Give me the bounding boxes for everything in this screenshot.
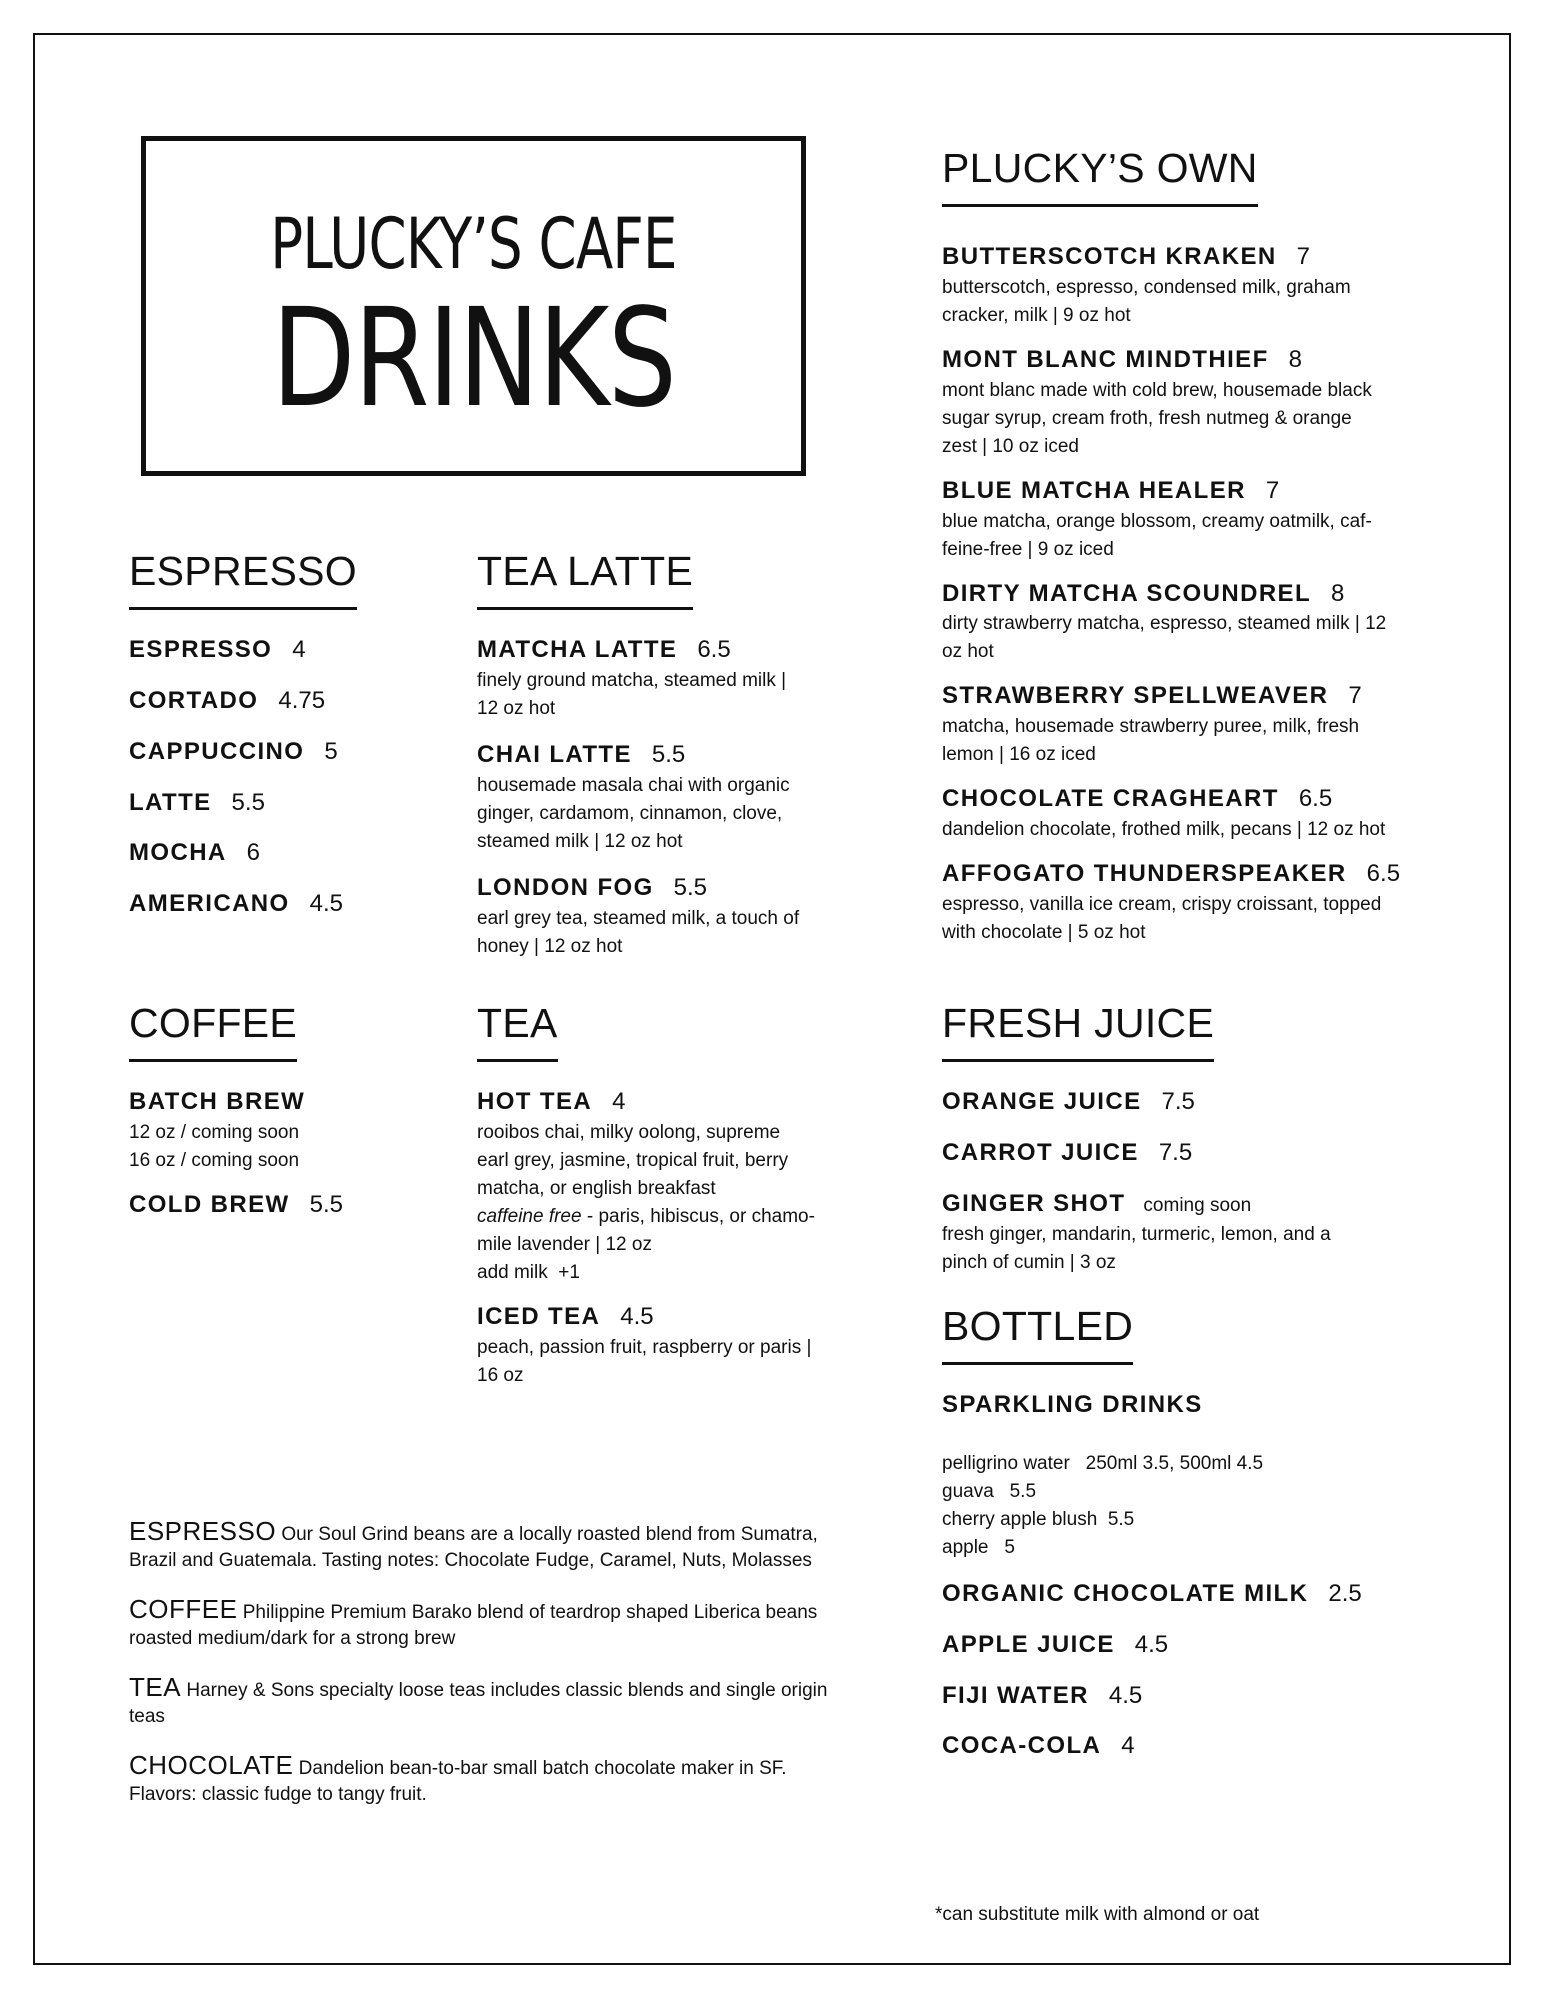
menu-item: MOCHA 6 xyxy=(129,839,261,867)
fresh-juice-section xyxy=(942,1000,1462,1277)
menu-title: DRINKS xyxy=(271,280,676,438)
menu-item: ORANGE JUICE 7.5 xyxy=(942,1088,1195,1116)
menu-item: AFFOGATO THUNDERSPEAKER 6.5 espresso, vanilla ice cream, crispy croissant, topped with chocolate | 5 oz hot xyxy=(942,859,1401,943)
caffeine-free-label: caffeine free xyxy=(477,1205,582,1227)
menu-item: SPARKLING DRINKS pelligrino water 250ml 3.5, 500ml 4.5 guava 5.5 cherry apple blush 5.5 apple 5 xyxy=(942,1391,1264,1558)
origin-notes xyxy=(129,1518,839,1830)
menu-item: ICED TEA 4.5 peach, passion fruit, raspberry or paris | 16 oz xyxy=(477,1302,812,1386)
menu-item: ESPRESSO 4 xyxy=(129,636,306,664)
tea-section xyxy=(477,1000,877,1390)
menu-item: ORGANIC CHOCOLATE MILK 2.5 xyxy=(942,1579,1362,1607)
note-tea: TEA Harney & Sons specialty loose teas includes classic blends and single origin teas xyxy=(129,1672,828,1727)
tea-latte-heading: TEA LATTE xyxy=(477,548,693,610)
menu-item: LATTE 5.5 xyxy=(129,788,265,816)
menu-item: MONT BLANC MINDTHIEF 8 mont blanc made with cold brew, housemade black sugar syrup, cream froth, fresh nutmeg & orange zest | 10 oz iced xyxy=(942,345,1372,457)
menu-item: BATCH BREW 12 oz / coming soon 16 oz / coming soon xyxy=(129,1088,306,1171)
coffee-heading: COFFEE xyxy=(129,1000,297,1062)
tea-heading: TEA xyxy=(477,1000,558,1062)
menu-item: CHOCOLATE CRAGHEART 6.5 dandelion chocolate, frothed milk, pecans | 12 oz hot xyxy=(942,785,1386,840)
milk-substitution-note: *can substitute milk with almond or oat xyxy=(935,1904,1260,1925)
menu-item: GINGER SHOT coming soon fresh ginger, mandarin, turmeric, lemon, and a pinch of cumin | 3 oz xyxy=(942,1189,1331,1273)
espresso-list xyxy=(129,636,357,919)
menu-item: BLUE MATCHA HEALER 7 blue matcha, orange blossom, creamy oatmilk, caf- feine-free | 9 oz iced xyxy=(942,476,1372,560)
menu-item: HOT TEA 4 rooibos chai, milky oolong, supreme earl grey, jasmine, tropical fruit, berry matcha, or english breakfast caffeine free - paris, hibiscus, or chamo- mile lavender | 12 oz add milk +1 xyxy=(477,1088,815,1283)
menu-item: CORTADO 4.75 xyxy=(129,686,326,714)
espresso-heading: ESPRESSO xyxy=(129,548,357,610)
pluckys-own-heading: PLUCKY’S OWN xyxy=(942,145,1258,207)
menu-item: COLD BREW 5.5 xyxy=(129,1190,343,1218)
menu-item: CARROT JUICE 7.5 xyxy=(942,1138,1193,1166)
cafe-name: PLUCKY’S CAFE xyxy=(270,203,677,285)
bottled-section xyxy=(942,1303,1462,1783)
status-badge: coming soon xyxy=(1143,1194,1252,1216)
bottled-heading: BOTTLED xyxy=(942,1303,1133,1365)
title-box xyxy=(141,136,806,476)
menu-item: CAPPUCCINO 5 xyxy=(129,737,338,765)
menu-item: STRAWBERRY SPELLWEAVER 7 matcha, housemade strawberry puree, milk, fresh lemon | 16 oz iced xyxy=(942,682,1362,766)
tea-latte-section xyxy=(477,548,877,961)
note-espresso: ESPRESSO Our Soul Grind beans are a locally roasted blend from Sumatra, Brazil and Guatemala. Tasting notes: Chocolate Fudge, Caramel, Nuts, Molasses xyxy=(129,1516,818,1571)
menu-item: AMERICANO 4.5 xyxy=(129,890,343,918)
menu-item: FIJI WATER 4.5 xyxy=(942,1681,1143,1709)
menu-item: CHAI LATTE 5.5 housemade masala chai with organic ginger, cardamom, cinnamon, clove, steamed milk | 12 oz hot xyxy=(477,740,790,852)
menu-item: DIRTY MATCHA SCOUNDREL 8 dirty strawberry matcha, espresso, steamed milk | 12 oz hot xyxy=(942,579,1387,663)
note-chocolate: CHOCOLATE Dandelion bean-to-bar small batch chocolate maker in SF. Flavors: classic fudge to tangy fruit. xyxy=(129,1750,787,1805)
menu-item: COCA-COLA 4 xyxy=(942,1732,1135,1760)
espresso-section xyxy=(129,548,357,941)
menu-item: BUTTERSCOTCH KRAKEN 7 butterscotch, espresso, condensed milk, graham cracker, milk | 9 oz hot xyxy=(942,243,1351,326)
menu-item: MATCHA LATTE 6.5 finely ground matcha, steamed milk | 12 oz hot xyxy=(477,636,787,719)
menu-item: APPLE JUICE 4.5 xyxy=(942,1630,1169,1658)
coffee-section xyxy=(129,1000,343,1220)
fresh-juice-heading: FRESH JUICE xyxy=(942,1000,1214,1062)
pluckys-own-section xyxy=(942,145,1462,947)
menu-item: LONDON FOG 5.5 earl grey tea, steamed milk, a touch of honey | 12 oz hot xyxy=(477,873,800,957)
note-coffee: COFFEE Philippine Premium Barako blend of teardrop shaped Liberica beans roasted medium/dark for a strong brew xyxy=(129,1594,818,1649)
